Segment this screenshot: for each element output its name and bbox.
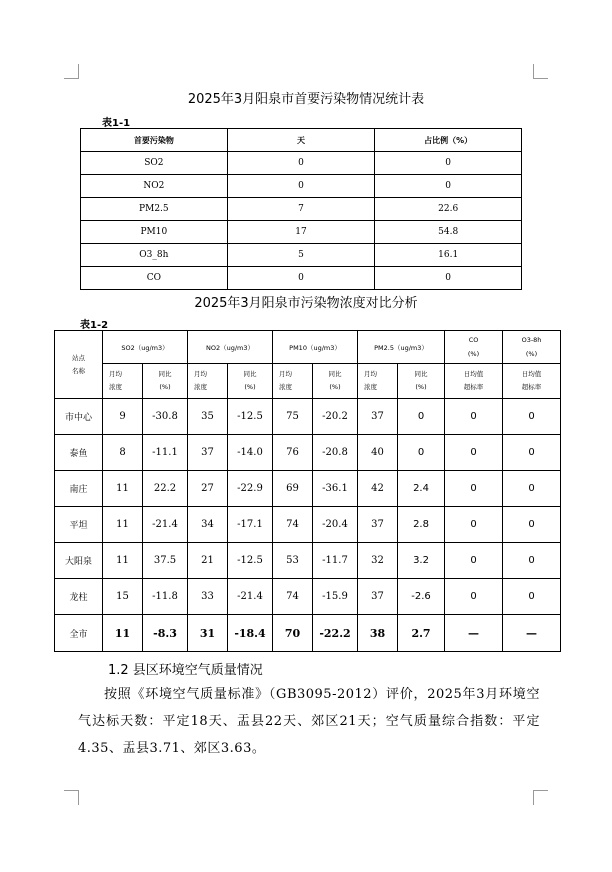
station-name: 平坦 [55, 507, 103, 543]
cell-days: 7 [227, 198, 375, 221]
cell-value: 74 [273, 507, 313, 543]
cell-value: 37 [188, 435, 228, 471]
cell-value: 32 [358, 543, 398, 579]
cell-value: 40 [358, 435, 398, 471]
header-pm25: PM2.5（ug/m3） [358, 331, 445, 364]
table-row [55, 471, 561, 507]
table-row [55, 543, 561, 579]
cell-value: 0 [445, 471, 503, 507]
cell-value: 74 [273, 579, 313, 615]
cell-value: 75 [273, 399, 313, 435]
cell-value: 76 [273, 435, 313, 471]
cell-value: 37 [358, 579, 398, 615]
table-row [81, 175, 522, 198]
header-days: 天 [227, 129, 375, 152]
cell-value: 11 [103, 615, 143, 652]
cell-value: -11.8 [143, 579, 188, 615]
header-share: 占比例（%） [375, 129, 522, 152]
cell-share: 54.8 [375, 221, 522, 244]
cell-value: 34 [188, 507, 228, 543]
cell-value: 53 [273, 543, 313, 579]
cell-value: 27 [188, 471, 228, 507]
cell-value: -2.6 [398, 579, 445, 615]
table1-caption: 表1-1 [102, 118, 131, 129]
cell-value: 0 [503, 435, 561, 471]
cell-value: -12.5 [228, 399, 273, 435]
table-row [81, 152, 522, 175]
cell-days: 5 [227, 244, 375, 267]
cell-value: 22.2 [143, 471, 188, 507]
cell-value: -30.8 [143, 399, 188, 435]
cell-value: 2.4 [398, 471, 445, 507]
cell-value: -21.4 [228, 579, 273, 615]
cell-value: 8 [103, 435, 143, 471]
cell-value: 15 [103, 579, 143, 615]
cell-pollutant: NO2 [81, 175, 228, 198]
cell-days: 17 [227, 221, 375, 244]
table-row [81, 221, 522, 244]
station-name: 市中心 [55, 399, 103, 435]
station-name: 全市 [55, 615, 103, 652]
cell-value: 37.5 [143, 543, 188, 579]
cell-pollutant: PM2.5 [81, 198, 228, 221]
cell-value: -14.0 [228, 435, 273, 471]
cell-value: -20.2 [313, 399, 358, 435]
cell-value: 0 [503, 507, 561, 543]
cell-value: 0 [503, 471, 561, 507]
cell-value: 31 [188, 615, 228, 652]
body-paragraph: 按照《环境空气质量标准》（GB3095-2012）评价，2025年3月环境空气达标天数：平定18天、盂县22天、郊区21天；空气质量综合指数：平定4.35、盂县3.71、郊区3.63。 [78, 687, 540, 756]
cell-value: -8.3 [143, 615, 188, 652]
subheader-yoy: 同比 (%) [143, 364, 188, 399]
header-no2: NO2（ug/m3） [188, 331, 273, 364]
cell-value: 0 [503, 543, 561, 579]
concentration-comparison-table [54, 330, 561, 652]
table-row [81, 267, 522, 290]
cell-share: 22.6 [375, 198, 522, 221]
crop-mark-top-right [533, 64, 548, 79]
crop-mark-bottom-right [533, 790, 548, 805]
cell-value: 0 [398, 435, 445, 471]
cell-value: 0 [398, 399, 445, 435]
subheader-yoy: 同比 (%) [398, 364, 445, 399]
cell-share: 0 [375, 175, 522, 198]
cell-value: 42 [358, 471, 398, 507]
cell-value: 0 [445, 399, 503, 435]
cell-days: 0 [227, 267, 375, 290]
cell-value: 37 [358, 399, 398, 435]
cell-value: 35 [188, 399, 228, 435]
cell-value: 0 [503, 399, 561, 435]
subheader-monthly: 月均 浓度 [188, 364, 228, 399]
cell-value: -15.9 [313, 579, 358, 615]
subheader-monthly: 月均 浓度 [358, 364, 398, 399]
cell-value: 69 [273, 471, 313, 507]
cell-value: -17.1 [228, 507, 273, 543]
crop-mark-bottom-left [64, 790, 79, 805]
cell-value: -22.9 [228, 471, 273, 507]
cell-value: 0 [445, 435, 503, 471]
cell-value: -11.7 [313, 543, 358, 579]
station-name: 南庄 [55, 471, 103, 507]
cell-value: -18.4 [228, 615, 273, 652]
header-so2: SO2（ug/m3） [103, 331, 188, 364]
table2-caption: 表1-2 [80, 320, 109, 331]
table-row [55, 399, 561, 435]
cell-value: 38 [358, 615, 398, 652]
cell-pollutant: SO2 [81, 152, 228, 175]
cell-value: 0 [445, 579, 503, 615]
cell-value: 2.7 [398, 615, 445, 652]
cell-value: -20.8 [313, 435, 358, 471]
table-header-row [81, 129, 522, 152]
cell-value: 11 [103, 507, 143, 543]
cell-value: 11 [103, 543, 143, 579]
table-row [55, 507, 561, 543]
section-heading: 1.2 县区环境空气质量情况 [108, 663, 263, 678]
group-header-row [55, 331, 561, 364]
total-row [55, 615, 561, 652]
station-name: 龙柱 [55, 579, 103, 615]
table-row [81, 244, 522, 267]
table-row [55, 435, 561, 471]
subheader-exceed: 日均值 超标率 [445, 364, 503, 399]
station-name: 泰鱼 [55, 435, 103, 471]
subheader-yoy: 同比 (%) [228, 364, 273, 399]
header-co: CO (%) [445, 331, 503, 364]
cell-share: 0 [375, 152, 522, 175]
cell-share: 16.1 [375, 244, 522, 267]
primary-pollutant-table [80, 128, 522, 290]
cell-value: -20.4 [313, 507, 358, 543]
header-station: 站点 名称 [55, 331, 103, 399]
table2-title: 2025年3月阳泉市污染物浓度对比分析 [194, 296, 418, 311]
cell-days: 0 [227, 175, 375, 198]
table1-title: 2025年3月阳泉市首要污染物情况统计表 [187, 92, 425, 107]
cell-value: 0 [445, 543, 503, 579]
crop-mark-top-left [64, 64, 79, 79]
table-row [55, 579, 561, 615]
subheader-yoy: 同比 (%) [313, 364, 358, 399]
subheader-exceed: 日均值 超标率 [503, 364, 561, 399]
sub-header-row [55, 364, 561, 399]
cell-value: 2.8 [398, 507, 445, 543]
cell-value: 11 [103, 471, 143, 507]
cell-value: -22.2 [313, 615, 358, 652]
cell-value: -21.4 [143, 507, 188, 543]
cell-pollutant: O3_8h [81, 244, 228, 267]
cell-value: 0 [445, 507, 503, 543]
cell-value: 33 [188, 579, 228, 615]
header-pollutant: 首要污染物 [81, 129, 228, 152]
cell-pollutant: PM10 [81, 221, 228, 244]
cell-value: -11.1 [143, 435, 188, 471]
cell-value: -12.5 [228, 543, 273, 579]
cell-value: 3.2 [398, 543, 445, 579]
table-row [81, 198, 522, 221]
cell-value: -36.1 [313, 471, 358, 507]
station-name: 大阳泉 [55, 543, 103, 579]
cell-value: — [503, 615, 561, 652]
subheader-monthly: 月均 浓度 [103, 364, 143, 399]
header-o3: O3-8h (%) [503, 331, 561, 364]
cell-value: 37 [358, 507, 398, 543]
cell-share: 0 [375, 267, 522, 290]
cell-value: 9 [103, 399, 143, 435]
cell-value: 21 [188, 543, 228, 579]
subheader-monthly: 月均 浓度 [273, 364, 313, 399]
cell-value: — [445, 615, 503, 652]
cell-value: 70 [273, 615, 313, 652]
cell-days: 0 [227, 152, 375, 175]
header-pm10: PM10（ug/m3） [273, 331, 358, 364]
cell-pollutant: CO [81, 267, 228, 290]
cell-value: 0 [503, 579, 561, 615]
